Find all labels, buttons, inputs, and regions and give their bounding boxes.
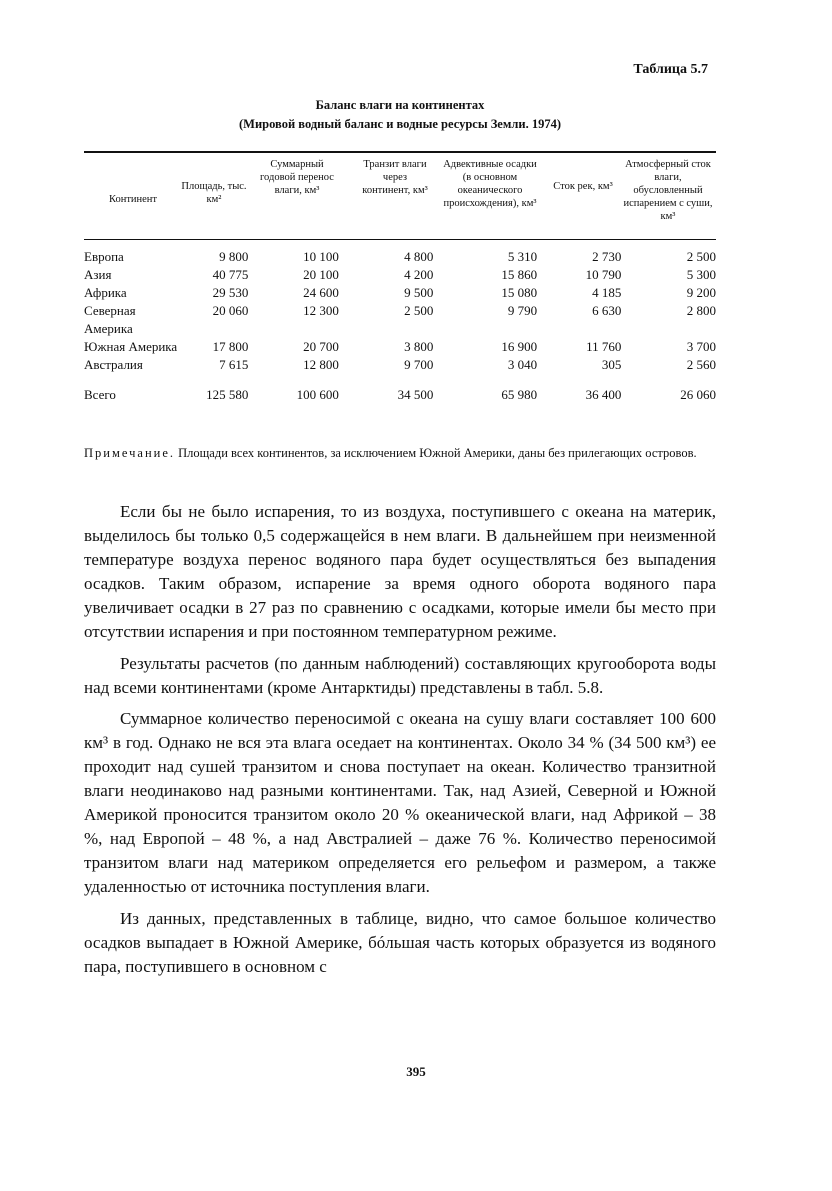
cell-advective: 3 040	[507, 357, 538, 372]
cell-atmospheric: 26 060	[680, 387, 716, 402]
cell-continent: Южная Америка	[84, 339, 178, 354]
note-label: Примечание.	[84, 446, 176, 460]
paragraph: Суммарное количество переносимой с океана на сушу влаги составляет 100 600 км³ в год. Однако не вся эта влага оседает на континентах. Около 34 % (34 500 км³) ее проходит над сушей транзитом и снова поступает на океан. Количество транзитной влаги неодинаково над разными континентами. Так, над Азией, Северной и Южной Америкой проносится транзитом около 20 % океанической влаги, над Африкой – 38 %, над Европой – 48 %, а над Австралией – даже 76 %. Количество переносимой транзитом влаги над материком определяется его рельефом и размером, а также удаленностью от источника поступления влаги.	[84, 708, 716, 897]
table-title: Баланс влаги на континентах	[315, 98, 485, 112]
table-header-rule	[84, 239, 716, 240]
cell-area: 125 580	[206, 387, 249, 402]
cell-atmospheric: 9 200	[686, 285, 716, 300]
cell-atmospheric: 2 500	[686, 249, 716, 264]
cell-transit: 4 200	[404, 267, 434, 282]
paragraph: Результаты расчетов (по данным наблюдений) составляющих кругооборота воды над всеми континентами (кроме Антарктиды) представлены в табл. 5.8.	[84, 653, 716, 697]
header-transit: Транзит влаги через континент, км³	[362, 159, 428, 196]
paragraph: Из данных, представленных в таблице, видно, что самое большое количество осадков выпадает в Южной Америке, бóльшая часть которых образуется из водяного пара, поступившего в основном с	[84, 908, 716, 976]
cell-runoff: 6 630	[592, 303, 622, 318]
header-atmospheric: Атмосферный сток влаги, обусловленный испарением с суши, км³	[623, 159, 713, 222]
cell-runoff: 4 185	[592, 285, 622, 300]
table-row	[84, 248, 716, 266]
header-advective: Адвективные осадки (в основном океанического происхождения), км³	[443, 159, 537, 209]
cell-transit: 9 700	[404, 357, 434, 372]
cell-area: 40 775	[212, 267, 249, 282]
cell-advective: 9 790	[507, 303, 538, 318]
header-area: Площадь, тыс. км²	[181, 181, 247, 205]
table-note	[84, 444, 716, 463]
cell-advective: 65 980	[501, 387, 538, 402]
header-runoff: Сток рек, км³	[553, 181, 613, 192]
cell-runoff: 36 400	[585, 387, 622, 402]
cell-advective: 5 310	[507, 249, 538, 264]
cell-transfer: 24 600	[303, 285, 339, 300]
cell-runoff: 2 730	[592, 249, 622, 264]
cell-runoff: 11 760	[586, 339, 622, 354]
cell-runoff: 305	[601, 357, 622, 372]
cell-advective: 16 900	[501, 339, 538, 354]
cell-transit: 2 500	[404, 303, 434, 318]
cell-atmospheric: 2 800	[686, 303, 716, 318]
cell-transfer: 12 300	[303, 303, 339, 318]
paragraph: Если бы не было испарения, то из воздуха, поступившего с океана на материк, выделилось бы только 0,5 содержащейся в нем влаги. В дальнейшем при неизменной температуре воздуха перенос водяного пара будет осуществляться без выпадения осадков. Таким образом, испарение за время одного оборота водяного пара увеличивает осадки в 27 раз по сравнению с осадками, которые имели бы место при отсутствии испарения и при постоянном температурном режиме.	[84, 502, 716, 642]
table-row	[84, 338, 716, 356]
header-transfer: Суммарный годовой перенос влаги, км³	[260, 159, 334, 196]
cell-atmospheric: 5 300	[686, 267, 716, 282]
cell-transfer: 10 100	[303, 249, 339, 264]
cell-transit: 34 500	[397, 387, 434, 402]
table-row	[84, 302, 716, 338]
cell-continent: Азия	[84, 267, 112, 282]
cell-transfer: 20 700	[303, 339, 339, 354]
cell-advective: 15 080	[501, 285, 538, 300]
cell-continent: Северная Америка	[84, 303, 136, 336]
table-total-row	[84, 374, 716, 404]
header-continent: Континент	[108, 194, 158, 205]
note-text: Площади всех континентов, за исключением Южной Америки, даны без прилегающих островов.	[178, 446, 697, 460]
page-number: 395	[406, 1064, 426, 1079]
cell-continent: Всего	[84, 387, 116, 402]
cell-atmospheric: 3 700	[686, 339, 716, 354]
table-number: Таблица 5.7	[633, 62, 708, 77]
cell-transit: 3 800	[404, 339, 434, 354]
cell-area: 17 800	[212, 339, 249, 354]
cell-transit: 4 800	[404, 249, 434, 264]
cell-area: 9 800	[219, 249, 249, 264]
table-subtitle: (Мировой водный баланс и водные ресурсы Земли. 1974)	[238, 117, 561, 131]
cell-area: 7 615	[219, 357, 249, 372]
table-top-rule	[84, 151, 716, 153]
table-row	[84, 356, 716, 374]
cell-transfer: 20 100	[303, 267, 339, 282]
table-row	[84, 266, 716, 284]
cell-atmospheric: 2 560	[686, 357, 716, 372]
cell-continent: Африка	[84, 285, 127, 300]
cell-runoff: 10 790	[585, 267, 622, 282]
table-row	[84, 284, 716, 302]
water-balance-table	[84, 248, 716, 404]
cell-transit: 9 500	[404, 285, 434, 300]
cell-area: 20 060	[212, 303, 249, 318]
cell-advective: 15 860	[501, 267, 538, 282]
cell-continent: Австралия	[84, 357, 143, 372]
cell-continent: Европа	[84, 249, 124, 264]
cell-transfer: 100 600	[296, 387, 339, 402]
cell-area: 29 530	[212, 285, 249, 300]
body-text	[84, 500, 716, 986]
cell-transfer: 12 800	[303, 357, 339, 372]
